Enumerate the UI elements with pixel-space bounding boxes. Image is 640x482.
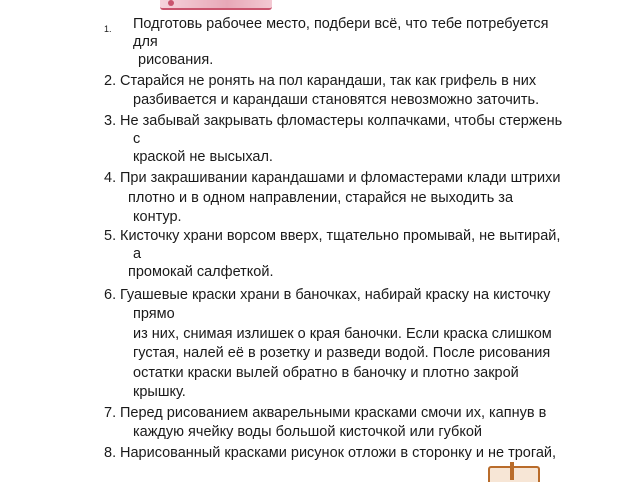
- rule-text-line: При закрашивании карандашами и фломастерами клади штрихи: [120, 170, 561, 186]
- rule-number: 1.: [104, 24, 112, 34]
- decorative-easel-post: [510, 462, 514, 480]
- rule-text-line: промокай салфеткой.: [128, 264, 274, 280]
- rule-number: 3.: [104, 113, 117, 129]
- rule-text-line: Старайся не ронять на пол карандаши, так как грифель в них: [120, 73, 537, 89]
- rule-text-line: Подготовь рабочее место, подбери всё, что тебе потребуется: [133, 16, 549, 32]
- rule-text-line: плотно и в одном направлении, старайся не выходить за: [128, 190, 514, 206]
- rule-text-line: крышку.: [133, 384, 186, 400]
- rule-text-line: Нарисованный красками рисунок отложи в сторонку и не трогай,: [120, 445, 557, 461]
- rule-text-line: густая, налей её в розетку и разведи водой. После рисования: [133, 345, 551, 361]
- rule-text-line: Перед рисованием акварельными красками смочи их, капнув в: [120, 405, 547, 421]
- decorative-banner: [160, 0, 272, 10]
- rule-number: 4.: [104, 170, 117, 186]
- rule-text-line: Кисточку храни ворсом вверх, тщательно промывай, не вытирай,: [120, 228, 561, 244]
- rule-text-line: остатки краски вылей обратно в баночку и плотно закрой: [133, 365, 519, 381]
- rule-text-line: контур.: [133, 209, 182, 225]
- rule-text-line: краской не высыхал.: [133, 149, 273, 165]
- rule-number: 7.: [104, 405, 117, 421]
- rule-text-line: прямо: [133, 306, 175, 322]
- rule-number: 2.: [104, 73, 117, 89]
- rule-text-line: Не забывай закрывать фломастеры колпачками, чтобы стержень: [120, 113, 563, 129]
- rule-text-line: каждую ячейку воды большой кисточкой или губкой: [133, 424, 483, 440]
- rule-number: 5.: [104, 228, 117, 244]
- rule-text-line: Гуашевые краски храни в баночках, набирай краску на кисточку: [120, 287, 551, 303]
- rule-text-line: рисования.: [138, 52, 214, 68]
- rule-number: 6.: [104, 287, 117, 303]
- rule-text-line: с: [133, 131, 141, 147]
- decorative-dot: [168, 0, 174, 6]
- rule-number: 8.: [104, 445, 117, 461]
- rule-text-line: для: [133, 34, 158, 50]
- rule-text-line: разбивается и карандаши становятся невозможно заточить.: [133, 92, 540, 108]
- rule-text-line: а: [133, 246, 142, 262]
- rule-text-line: из них, снимая излишек о края баночки. Если краска слишком: [133, 326, 552, 342]
